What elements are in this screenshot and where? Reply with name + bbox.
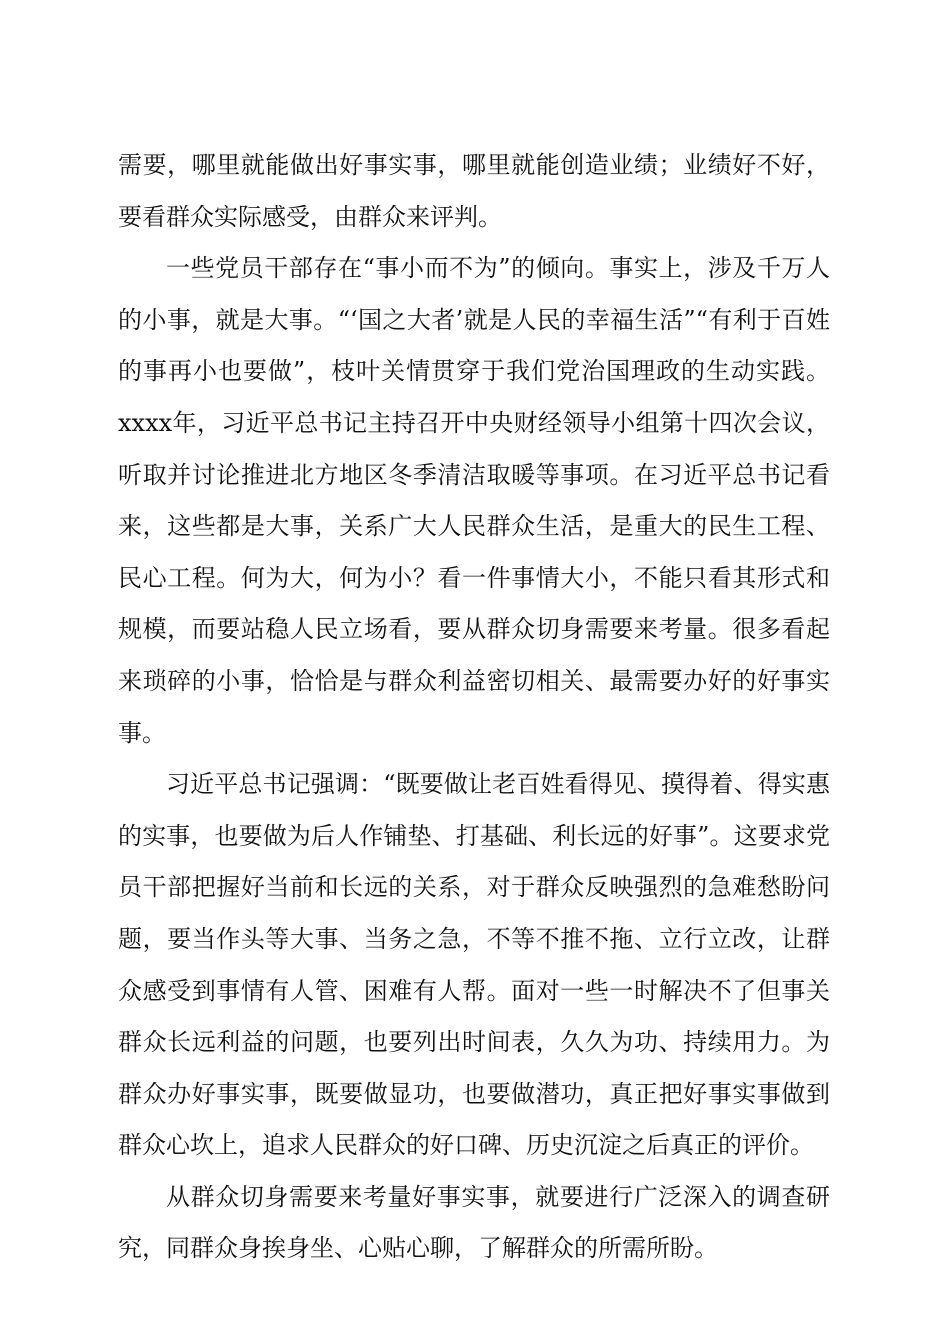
paragraph-2: 一些党员干部存在“事小而不为”的倾向。事实上，涉及千万人的小事，就是大事。“‘国之大者’就是人民的幸福生活”“有利于百姓的事再小也要做”，枝叶关情贯穿于我们党治国理政的生动实践。xxxx年，习近平总书记主持召开中央财经领导小组第十四次会议，听取并讨论推进北方地区冬季清洁取暖等事项。在习近平总书记看来，这些都是大事，关系广大人民群众生活，是重大的民生工程、民心工程。何为大，何为小？看一件事情大小，不能只看其形式和规模，而要站稳人民立场看，要从群众切身需要来考量。很多看起来琐碎的小事，恰恰是与群众利益密切相关、最需要办好的好事实事。 xyxy=(118,254,830,747)
paragraph-1: 需要，哪里就能做出好事实事，哪里就能创造业绩；业绩好不好，要看群众实际感受，由群众来评判。 xyxy=(118,151,830,231)
paragraph-3: 习近平总书记强调：“既要做让老百姓看得见、摸得着、得实惠的实事，也要做为后人作铺垫、打基础、利长远的好事”。这要求党员干部把握好当前和长远的关系，对于群众反映强烈的急难愁盼问题，要当作头等大事、当务之急，不等不推不拖、立行立改，让群众感受到事情有人管、困难有人帮。面对一些一时解决不了但事关群众长远利益的问题，也要列出时间表，久久为功、持续用力。为群众办好事实事，既要做显功，也要做潜功，真正把好事实事做到群众心坎上，追求人民群众的好口碑、历史沉淀之后真正的评价。 xyxy=(118,770,830,1160)
paragraph-4: 从群众切身需要来考量好事实事，就要进行广泛深入的调查研究，同群众身挨身坐、心贴心聊，了解群众的所需所盼。 xyxy=(118,1182,830,1263)
document-body xyxy=(118,140,830,1275)
